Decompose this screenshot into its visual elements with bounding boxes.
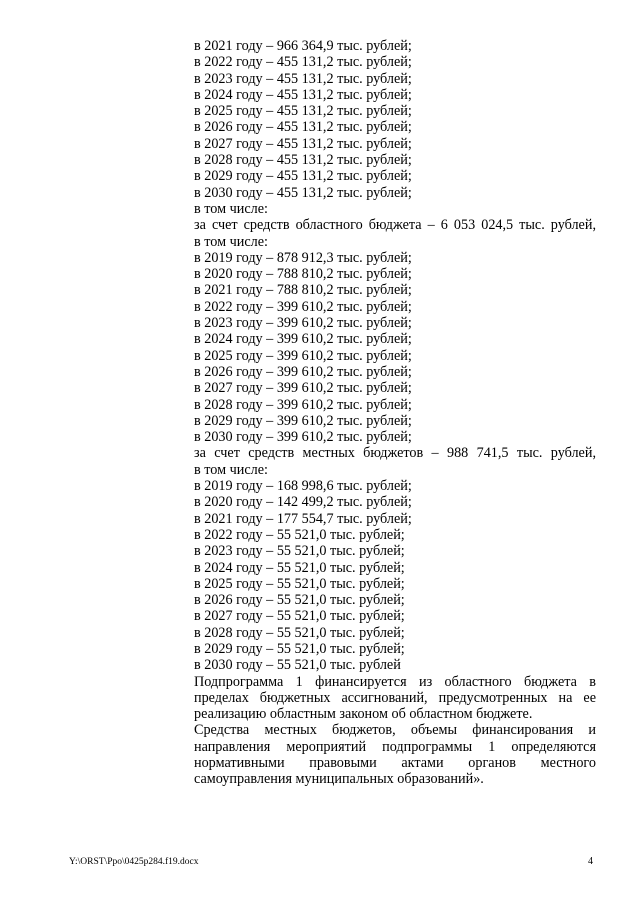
funding-line: в 2020 году – 142 499,2 тыс. рублей; (194, 494, 412, 511)
regional-budget-heading: за счет средств областного бюджета – 6 053 024,5 тыс. рублей, (194, 217, 596, 234)
funding-line: в 2029 году – 455 131,2 тыс. рублей; (194, 168, 412, 185)
funding-line: в 2029 году – 55 521,0 тыс. рублей; (194, 640, 405, 657)
funding-line: в 2025 году – 55 521,0 тыс. рублей; (194, 575, 405, 592)
funding-line: в 2023 году – 399 610,2 тыс. рублей; (194, 315, 412, 332)
funding-line: в 2024 году – 55 521,0 тыс. рублей; (194, 559, 405, 576)
funding-line: в 2024 году – 399 610,2 тыс. рублей; (194, 331, 412, 348)
funding-line: в 2026 году – 399 610,2 тыс. рублей; (194, 363, 412, 380)
funding-line: в 2027 году – 399 610,2 тыс. рублей; (194, 380, 412, 397)
funding-line: в 2022 году – 455 131,2 тыс. рублей; (194, 54, 412, 71)
regional-budget-section (194, 217, 596, 445)
funding-line: в 2030 году – 455 131,2 тыс. рублей; (194, 184, 412, 201)
funding-line: в 2024 году – 455 131,2 тыс. рублей; (194, 86, 412, 103)
funding-line: в 2019 году – 168 998,6 тыс. рублей; (194, 478, 412, 495)
funding-line: в 2020 году – 788 810,2 тыс. рублей; (194, 266, 412, 283)
funding-line: в 2026 году – 455 131,2 тыс. рублей; (194, 119, 412, 136)
funding-line: в 2023 году – 455 131,2 тыс. рублей; (194, 70, 412, 87)
including-label: в том числе: (194, 233, 268, 250)
funding-lines-total (194, 38, 596, 217)
funding-line: в 2027 году – 55 521,0 тыс. рублей; (194, 608, 405, 625)
funding-line: в 2030 году – 399 610,2 тыс. рублей; (194, 429, 412, 446)
funding-line: в 2030 году – 55 521,0 тыс. рублей (194, 657, 401, 674)
funding-line: в 2022 году – 399 610,2 тыс. рублей; (194, 298, 412, 315)
footer-file-path: Y:\ORST\Ppo\0425p284.f19.docx (69, 857, 199, 867)
page-number: 4 (588, 856, 593, 867)
document-body (194, 38, 596, 788)
funding-line: в 2027 году – 455 131,2 тыс. рублей; (194, 135, 412, 152)
funding-line: в 2021 году – 788 810,2 тыс. рублей; (194, 282, 412, 299)
funding-line: в 2019 году – 878 912,3 тыс. рублей; (194, 249, 412, 266)
local-funds-paragraph: Средства местных бюджетов, объемы финансирования и направления мероприятий подпрограммы 1 определяются нормативными правовыми актами органов местного самоуправления муниципальных образований». (194, 722, 596, 788)
funding-line: в 2025 году – 455 131,2 тыс. рублей; (194, 103, 412, 120)
funding-line: в 2021 году – 177 554,7 тыс. рублей; (194, 510, 412, 527)
funding-line: в 2028 году – 399 610,2 тыс. рублей; (194, 396, 412, 413)
including-label: в том числе: (194, 461, 268, 478)
local-budget-section (194, 445, 596, 673)
local-budget-heading: за счет средств местных бюджетов – 988 741,5 тыс. рублей, (194, 445, 596, 462)
funding-line: в 2022 году – 55 521,0 тыс. рублей; (194, 526, 405, 543)
funding-line: в 2025 году – 399 610,2 тыс. рублей; (194, 347, 412, 364)
funding-line: в 2021 году – 966 364,9 тыс. рублей; (194, 38, 412, 54)
funding-line: в 2026 году – 55 521,0 тыс. рублей; (194, 592, 405, 609)
funding-line: в 2029 году – 399 610,2 тыс. рублей; (194, 412, 412, 429)
funding-line: в 2023 году – 55 521,0 тыс. рублей; (194, 543, 405, 560)
funding-line: в 2028 году – 455 131,2 тыс. рублей; (194, 152, 412, 169)
including-label: в том числе: (194, 200, 268, 217)
funding-line: в 2028 году – 55 521,0 тыс. рублей; (194, 624, 405, 641)
subprogram-financing-paragraph: Подпрограмма 1 финансируется из областного бюджета в пределах бюджетных ассигнований, предусмотренных на ее реализацию областным законом об областном бюджете. (194, 673, 596, 723)
